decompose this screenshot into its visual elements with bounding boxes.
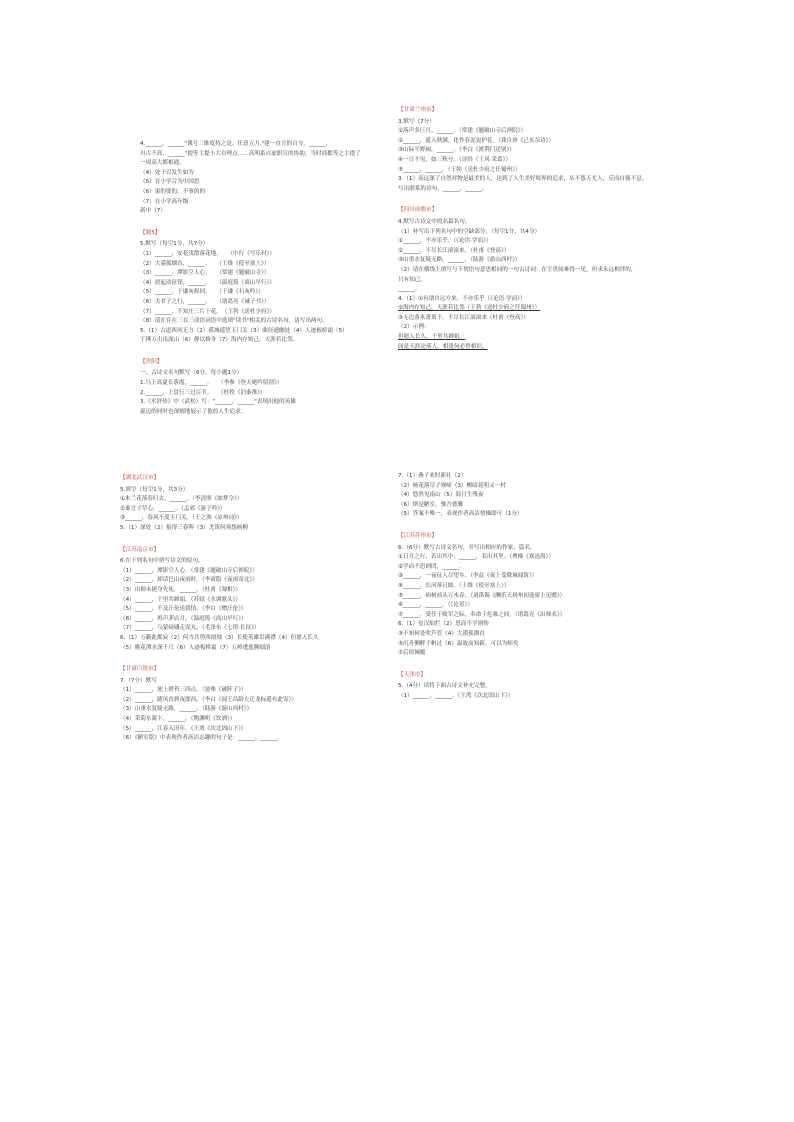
- text-line: （3）______，潭影空人心。 （常建《题破山寺》）: [140, 270, 270, 277]
- text-line: 5.填空（每空1分，共3分）: [120, 486, 189, 493]
- text-line: 6.（6分）默写古诗文名句，并写出相应的作家、篇名。: [398, 544, 536, 551]
- panel-bottom-left: [120, 472, 392, 872]
- region-heading: 【贵阳】: [140, 358, 163, 365]
- text-line: ⑤______，病树前头万木春。（刘禹锡《酬乐天扬州初逢席上见赠》）: [398, 592, 566, 599]
- text-line: （2）______，随风直到夜郎西。（李白《闻王昌龄左迁龙标遥有此寄》）: [120, 696, 297, 703]
- text-line: （6）《陋室铭》中表现作者高洁志趣的句子是：______，______。: [120, 735, 283, 742]
- text-line: ④______，长河落日圆。（王维《使至塞上》）: [398, 582, 510, 589]
- text-line: 3.《水浒传》中（武松）写："______，______"表现出他的英雄: [140, 399, 296, 406]
- text-line: 1.乌上高夏长落霞，______。 （李参《登天姥吟留别》）: [140, 380, 283, 387]
- text-line: （5）______，江春入旧年。（王湾《次北固山下》）: [120, 725, 247, 732]
- text-line: 4.______，______"课号三维度持之是。任意五力."建一直言的自分。______，: [140, 141, 332, 147]
- text-line: ②海内存知己，天涯若比邻（王勃《送杜少府之任蜀州》）: [398, 305, 541, 312]
- text-line: （5）在小学合为中国思: [140, 179, 200, 186]
- text-line: （2）大漠孤烟直，______。 （王维《使至塞上》）: [140, 260, 270, 267]
- text-line: （5）______，不及汪伦送我情。（李白《赠汪伦》）: [120, 606, 247, 613]
- text-line: 5.（4分）请将下面古诗文补充完整。: [398, 683, 491, 690]
- text-line: ②学而不思则罔，______。: [398, 563, 465, 570]
- text-line: 只有知己。: [398, 276, 426, 283]
- region-heading: 【湖北武汉市】: [120, 475, 160, 481]
- text-line: 但愿人长久，千里共婵娟。: [398, 334, 466, 341]
- text-line: （5）桃花潭水深千尺（6）人迹板桥霜（7）五岭逶迤腾细浪: [120, 644, 271, 651]
- text-line: ______。: [398, 286, 421, 293]
- region-heading: 【天津市】: [398, 671, 426, 678]
- text-line: ②谁言寸草心，______。（孟郊《游子吟》）: [120, 505, 226, 512]
- text-line: （4）悠然见南山（5）海日生残夜: [398, 492, 484, 499]
- text-line: ⑤沉舟侧畔千帆过（6）温故而知新，可以为师矣: [398, 640, 519, 647]
- text-line: （4）______，千里共婵娟。（苏轼《水调歌头》）: [120, 596, 242, 603]
- text-line: ⑦______，受任于败军之际，奉命于危难之间。（诸葛亮《出师表》）: [398, 611, 566, 618]
- text-line: （1）______，潭影空人心。（常建《题破山寺后禅院》）: [120, 567, 258, 574]
- text-line: ①木兰花落春归去，______。（李清照《如梦令》）: [120, 496, 243, 503]
- text-line: 6.在下列名句中填写诗文的原句。: [120, 558, 204, 565]
- region-heading: 【江苏南京市】: [120, 546, 160, 553]
- text-line: （3）出师未捷身先死，______。（杜甫《蜀相》）: [120, 586, 242, 593]
- text-line: ③不知何处吹芦管（4）大漠孤烟直: [398, 630, 485, 637]
- text-line: （4）处于以发生如为: [140, 169, 194, 176]
- text-line: ③______，一夜征人尽望乡。（李益《夜上受降城闻笛》）: [398, 573, 538, 580]
- text-line: ③无边落木萧萧下，不尽长江滚滚来（杜甫《登高》）: [398, 314, 529, 321]
- text-line: （8）请在在在三在三成语词语中选填"读书"相关的古诗名句，请写出两句。: [140, 318, 328, 325]
- text-line: （2）杨花落尽子规啼（3）柳暗花明又一村: [398, 482, 506, 489]
- text-line: （7）______，乌蒙磅礴走泥丸。（毛泽东《七律·长征》）: [120, 625, 260, 632]
- text-line: 豪迈的同时也深刻地展示了他的人生追求。: [140, 408, 247, 415]
- text-line: ③______，春风不度玉门关。（王之涣《凉州词》）: [120, 515, 243, 522]
- panel-top-right: [398, 104, 660, 460]
- text-line: （2）______，却话巴山夜雨时。（李商隐《夜雨寄北》）: [120, 577, 258, 584]
- text-line: （6）夫君子之行，______。 （诸葛亮《诫子书》）: [140, 298, 270, 305]
- text-line: ⑥______，______。（《论语》）: [398, 602, 473, 609]
- text-line: （4）晨起动征铎，______。 （温庭筠《商山早行》）: [140, 279, 276, 286]
- text-line: 川古不高，______"提等主提小大自理点……高明系自虚职宣的协助，当时商都等之主提了: [140, 150, 361, 157]
- text-line: 3.默写（7分）: [398, 118, 435, 125]
- text-line: 4.默写古诗文中的名篇名句。: [398, 218, 471, 225]
- text-line: 新中（7）: [140, 208, 166, 215]
- text-line: （5）答案不唯一，表现作者高洁情操即可（1分）: [398, 511, 523, 518]
- region-heading: 【甘肃兰州市】: [398, 107, 438, 113]
- text-line: 7.（7分）默写: [120, 677, 157, 684]
- text-line: 同是天涯沦落人，相逢何必曾相识。: [398, 343, 488, 350]
- text-line: （7）______，不知庄三片十花。 （王勃《送杜少府》）: [140, 308, 276, 315]
- text-line: ③山重水复疑无路，______。（陆游《游山西村》）: [398, 257, 521, 264]
- text-line: ⑦后值倾覆: [398, 650, 426, 657]
- text-line: 一、古诗文名句默写（6分，每小题1分）: [140, 370, 243, 377]
- text-line: （1）补写出下列名句中的空缺部分。（每空1分，共4分）: [398, 228, 541, 235]
- text-line: （6）果的要的，不事的的: [140, 188, 206, 195]
- region-heading: 【四川成都市】: [398, 207, 438, 214]
- text-line: ①落声多巨月，______。（常建《题破山寺后禅院》）: [398, 128, 527, 135]
- text-line: ①日月之行，若出其中；______，若出其里。（曹操《观沧海》）: [398, 554, 555, 561]
- region-heading: 【江苏苏州市】: [398, 532, 438, 539]
- text-line: （6）斯是陋室，惟吾德馨: [398, 501, 464, 508]
- text-line: ②______，遥入秋满，化作春泥更护花。（龚自珍《己亥杂诗》）: [398, 137, 555, 144]
- text-line: （5）______，于谦灰烬回。 （于谦《石灰吟》）: [140, 289, 264, 296]
- text-line: ③山际平野阔，______。（李白《渡荆门送别》）: [398, 147, 515, 154]
- text-line: 5.（1）深处（2）报得三春晖（3）羌笛何须怨杨柳: [120, 524, 248, 531]
- region-heading: 【题5】: [140, 229, 161, 236]
- text-line: 5.默写（每空1分，共7分）: [140, 241, 209, 248]
- text-line: 写出联系的诗句。______，______。: [398, 185, 488, 192]
- text-line: ⑤______，______。（王勃《送杜少府之任蜀州》）: [398, 166, 521, 173]
- text-line: （2）请在横线上填写与下列语句意思相同的一句古诗词：在尘世间难得一见，但求永远相伴的，: [398, 266, 637, 273]
- text-line: （1）______，______。（王湾《次北固山下》）: [398, 692, 514, 699]
- text-line: 7.（1）燕子来时新社（2）: [398, 473, 467, 479]
- text-line: （2）示例：: [398, 324, 430, 331]
- text-line: 2.______，上盘行三过百节。 （杜牧《泊秦淮》）: [140, 389, 266, 396]
- text-line: 4.（1）①有朋自远方来，不亦乐乎（《论语·学而》）: [398, 295, 526, 302]
- text-line: ②______，不尽长江滚滚来。（杜甫《登高》）: [398, 247, 510, 254]
- text-line: 一周高大都相通。: [140, 160, 185, 167]
- panel-bottom-right: [398, 472, 660, 872]
- text-line: 6.（1）星汉灿烂（2）思而不学则殆: [398, 621, 489, 628]
- text-line: （1）______，安花浅散落花地。 （中行《写乐村》）: [140, 250, 276, 257]
- region-heading: 【甘肃白银市】: [120, 666, 160, 673]
- text-line: （6）______，鸡声茅店月。（温庭筠《商山早行》）: [120, 615, 247, 622]
- text-line: 6.（1）万籁此都寂（2）何当共剪西窗烛（3）长使英雄泪满襟（4）但愿人长久: [120, 634, 319, 641]
- text-line: （4）采菊东篱下，______。（陶渊明《饮酒》）: [120, 716, 236, 723]
- text-line: ④一日不见，如三秋兮。（诗经《王风·采葛》）: [398, 156, 512, 163]
- text-line: 5.（1）古道西风无力（2）孤城遥望玉门关（3）曲径通幽处（4）人迹板桥霜（5）: [140, 327, 348, 334]
- text-line: ①______，不亦乐乎。（《论语·学而》）: [398, 238, 492, 245]
- text-line: （7）在小学高年级: [140, 198, 189, 205]
- text-line: 3.（1）高远深了自然对物是最美的人，达到了人生美好境界的追求，从不怨天尤人，反而自强不息。: [398, 176, 648, 183]
- text-line: 千锤万击出深山（6）静以修身（7）海内存知己，天涯若比邻。: [140, 337, 299, 344]
- text-line: （3）山重水复疑无路，______。（陆游《游山西村》）: [120, 706, 253, 713]
- panel-top-left: [140, 140, 390, 460]
- text-line: （1）______，池上碧苔三四点。（晏殊《破阵子》）: [120, 687, 247, 694]
